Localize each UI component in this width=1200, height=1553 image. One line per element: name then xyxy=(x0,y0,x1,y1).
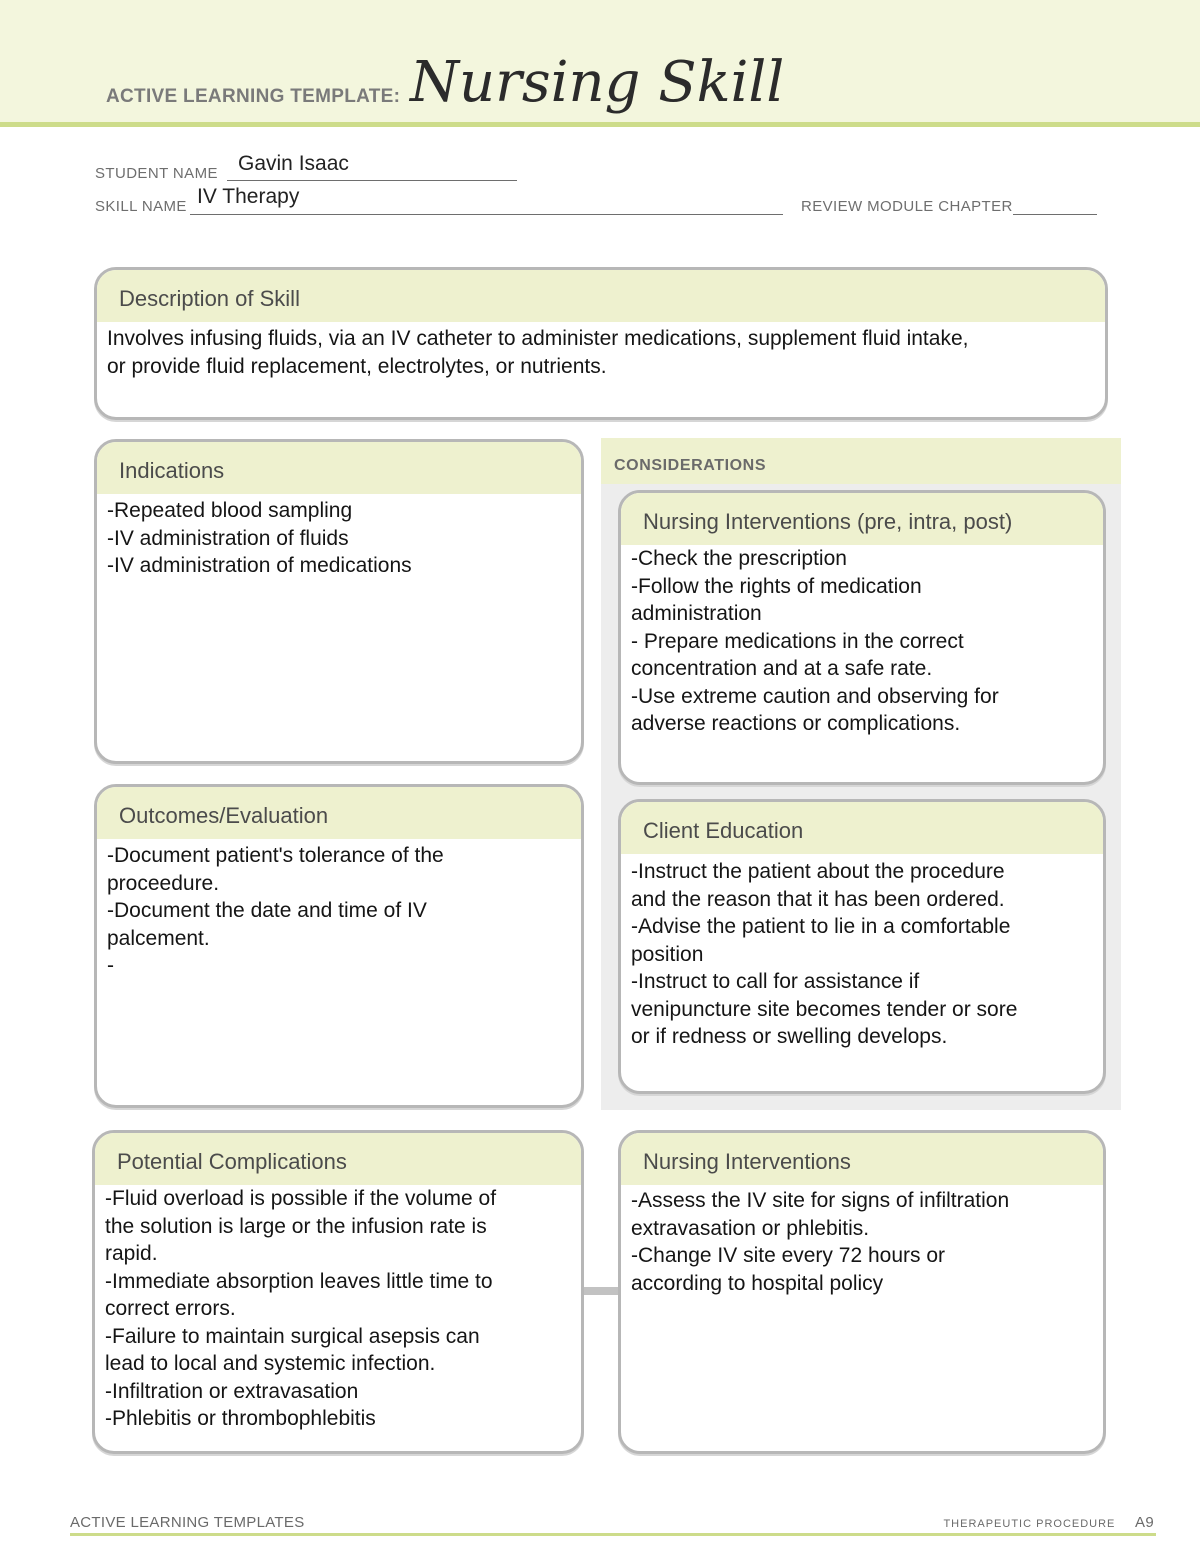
nursing-interventions-pre-text[interactable] xyxy=(621,545,1103,738)
text-line: correct errors. xyxy=(105,1297,236,1320)
review-module-field[interactable] xyxy=(1013,214,1097,215)
text-line: venipuncture site becomes tender or sore xyxy=(631,997,1018,1021)
review-module-label: REVIEW MODULE CHAPTER xyxy=(801,198,1013,215)
text-line: -Use extreme caution and observing for xyxy=(631,684,999,708)
client-education-box xyxy=(618,799,1106,1094)
template-label: ACTIVE LEARNING TEMPLATE: xyxy=(106,86,401,107)
skill-name-label: SKILL NAME xyxy=(95,198,187,215)
text-line: and the reason that it has been ordered. xyxy=(631,887,1005,911)
description-text[interactable] xyxy=(97,322,1105,380)
text-line: -Phlebitis or thrombophlebitis xyxy=(105,1407,376,1430)
text-line: position xyxy=(631,942,704,966)
text-line: Involves infusing fluids, via an IV catheter to administer medications, supplement fluid intake, xyxy=(107,327,969,350)
text-line: -Repeated blood sampling xyxy=(107,499,353,522)
nursing-interventions-box xyxy=(618,1130,1106,1454)
description-box xyxy=(94,267,1108,420)
text-line: -Advise the patient to lie in a comfortable xyxy=(631,915,1011,938)
client-education-heading: Client Education xyxy=(621,802,1103,854)
footer-right xyxy=(943,1514,1154,1531)
text-line: -Failure to maintain surgical asepsis can xyxy=(105,1324,480,1348)
nursing-interventions-heading: Nursing Interventions xyxy=(621,1133,1103,1185)
text-line: or if redness or swelling develops. xyxy=(631,1025,948,1048)
skill-name-line xyxy=(190,214,783,215)
outcomes-box xyxy=(94,784,584,1108)
client-education-text[interactable] xyxy=(621,854,1103,1051)
text-line: -IV administration of fluids xyxy=(107,526,349,550)
text-line: -Document the date and time of IV xyxy=(107,899,427,922)
page-title: Nursing Skill xyxy=(410,50,785,115)
considerations-label: CONSIDERATIONS xyxy=(614,457,767,474)
outcomes-heading: Outcomes/Evaluation xyxy=(97,787,581,839)
indications-box xyxy=(94,439,584,764)
student-name-field[interactable]: Gavin Isaac xyxy=(238,152,349,175)
text-line: -Check the prescription xyxy=(631,547,847,570)
text-line: -Instruct to call for assistance if xyxy=(631,970,920,993)
text-line: rapid. xyxy=(105,1242,158,1265)
footer-left: ACTIVE LEARNING TEMPLATES xyxy=(70,1514,305,1531)
page-number: A9 xyxy=(1135,1514,1154,1531)
text-line: -IV administration of medications xyxy=(107,554,412,577)
nursing-interventions-pre-heading: Nursing Interventions (pre, intra, post) xyxy=(621,493,1103,545)
text-line: -Follow the rights of medication xyxy=(631,574,922,598)
student-name-label: STUDENT NAME xyxy=(95,165,218,182)
text-line: -Change IV site every 72 hours or xyxy=(631,1244,945,1267)
text-line: lead to local and systemic infection. xyxy=(105,1352,436,1375)
text-line: -Immediate absorption leaves little time to xyxy=(105,1269,493,1293)
text-line: according to hospital policy xyxy=(631,1271,884,1295)
indications-heading: Indications xyxy=(97,442,581,494)
outcomes-text[interactable] xyxy=(97,839,581,980)
text-line: -Document patient's tolerance of the xyxy=(107,844,444,867)
indications-text[interactable] xyxy=(97,494,581,580)
text-line: -Assess the IV site for signs of infiltration xyxy=(631,1189,1010,1212)
text-line: -Infiltration or extravasation xyxy=(105,1379,359,1403)
description-heading: Description of Skill xyxy=(97,270,1105,322)
student-name-line xyxy=(227,180,517,181)
text-line: administration xyxy=(631,602,762,625)
nursing-interventions-text[interactable] xyxy=(621,1185,1103,1297)
text-line: - Prepare medications in the correct xyxy=(631,629,964,653)
text-line: or provide fluid replacement, electrolytes, or nutrients. xyxy=(107,354,607,378)
text-line: proceedure. xyxy=(107,871,220,895)
text-line: extravasation or phlebitis. xyxy=(631,1216,870,1240)
footer-procedure-label: THERAPEUTIC PROCEDURE xyxy=(943,1518,1116,1530)
text-line: - xyxy=(107,954,114,977)
header-rule xyxy=(0,122,1200,127)
text-line: palcement. xyxy=(107,926,210,950)
text-line: concentration and at a safe rate. xyxy=(631,657,933,680)
footer-rule xyxy=(70,1533,1156,1536)
nursing-interventions-pre-box xyxy=(618,490,1106,785)
potential-complications-text[interactable] xyxy=(95,1185,581,1433)
potential-complications-box xyxy=(92,1130,584,1454)
text-line: adverse reactions or complications. xyxy=(631,712,961,735)
text-line: the solution is large or the infusion rate is xyxy=(105,1214,487,1238)
text-line: -Fluid overload is possible if the volume of xyxy=(105,1187,497,1210)
text-line: -Instruct the patient about the procedure xyxy=(631,860,1005,883)
skill-name-field[interactable]: IV Therapy xyxy=(197,185,300,208)
potential-complications-heading: Potential Complications xyxy=(95,1133,581,1185)
connector-bar xyxy=(584,1287,620,1295)
